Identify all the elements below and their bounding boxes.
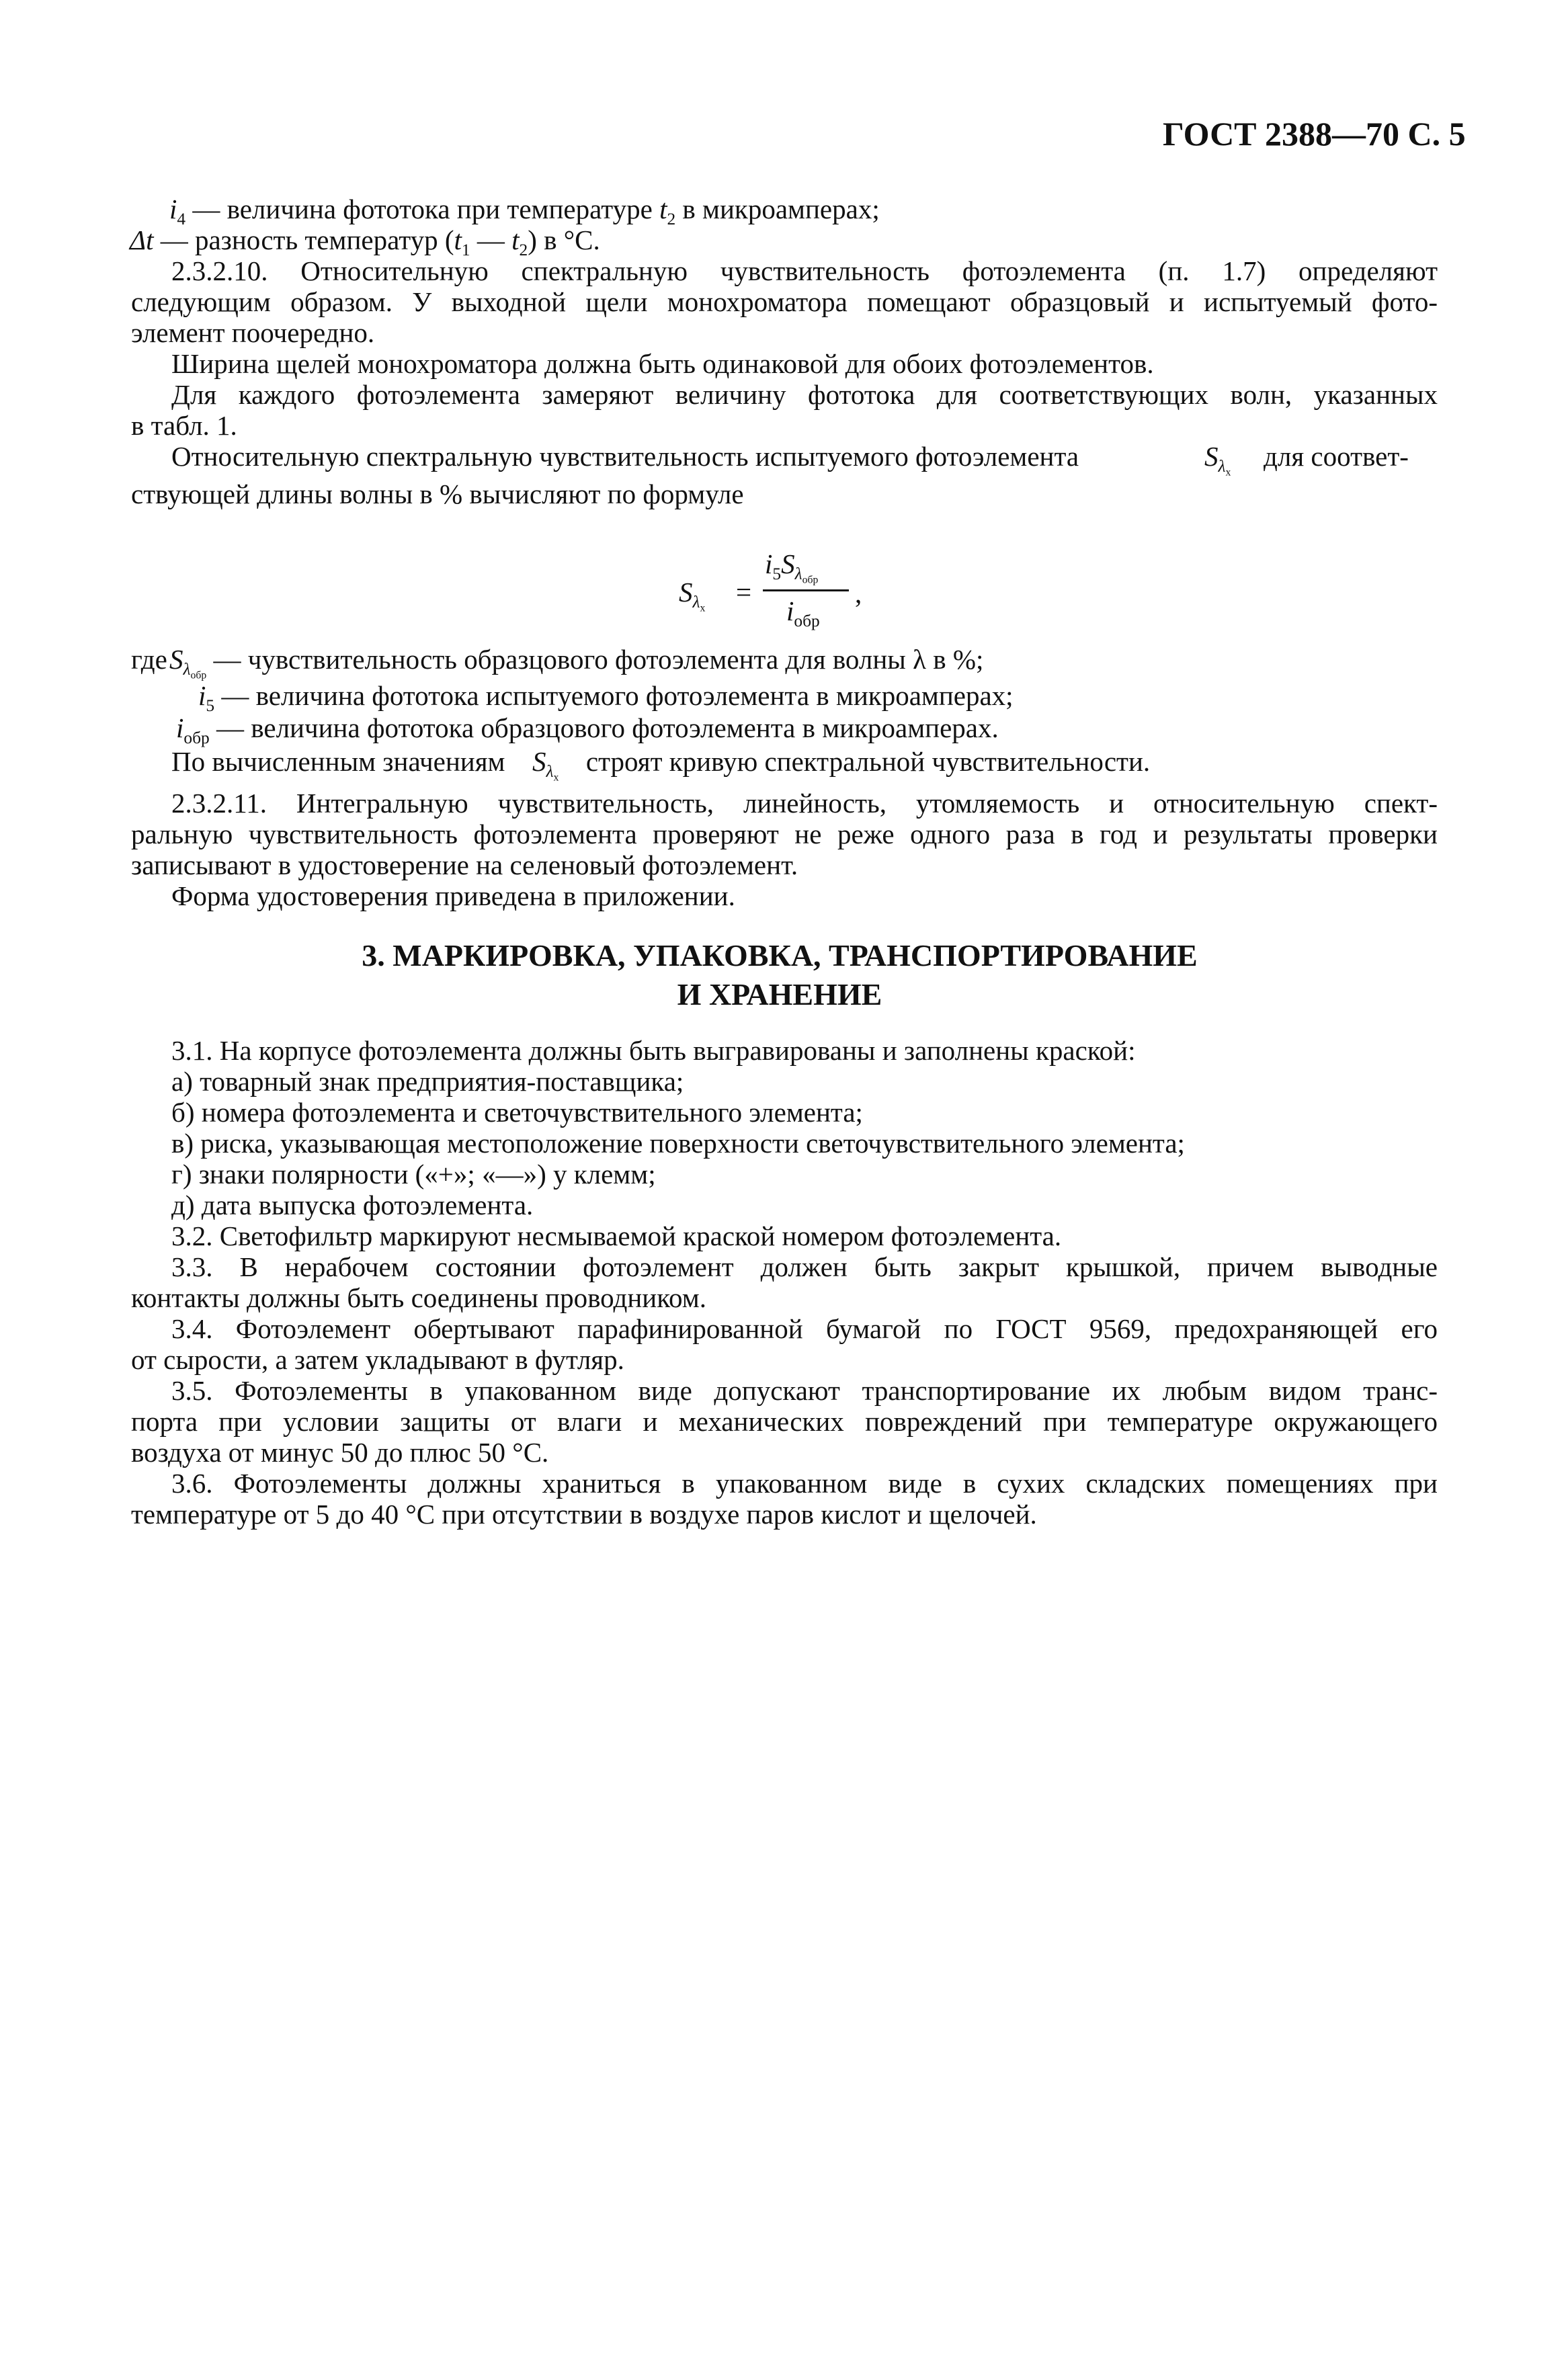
paragraph-3-6: 3.6. Фотоэлементы должны храниться в упакованном виде в сухих складских помещениях при температуре от 5 до 40 °C при отсутствии в воздухе паров кислот и щелочей. xyxy=(131,1468,1438,1530)
paragraph-width: Ширина щелей монохроматора должна быть одинаковой для обоих фотоэлементов. xyxy=(171,348,1154,379)
paragraph-rel-line2: ствующей длины волны в % вычисляют по формуле xyxy=(131,479,744,509)
formula-sensitivity xyxy=(679,548,894,642)
section-3-title-line1: 3. МАРКИРОВКА, УПАКОВКА, ТРАНСПОРТИРОВАНИЕ xyxy=(362,938,1198,972)
paragraph-form: Форма удостоверения приведена в приложении. xyxy=(171,880,735,911)
formula-fraction-bar xyxy=(763,589,849,591)
inline-symbol-s-lambda-x: $S_{\lambda_x}$ xyxy=(1204,441,1231,479)
definition-delta-t: Δt — разность температур ($t_1$ — $t_2$) в °C. xyxy=(130,224,600,259)
paragraph-3-4: 3.4. Фотоэлемент обертывают парафинированной бумагой по ГОСТ 9569, предохраняющей его от сырости, а затем укладывают в футляр. xyxy=(131,1313,1438,1375)
list-item: в) риска, указывающая местоположение поверхности светочувствительного элемента; xyxy=(171,1128,1185,1159)
paragraph-3-5: 3.5. Фотоэлементы в упакованном виде допускают транспортирование их любым видом транс- порта при условии защиты от влаги и механических повреждений при температуре окружающего воздуха от минус 50 до плюс 50 °C. xyxy=(131,1375,1438,1468)
page-header: ГОСТ 2388—70 С. 5 xyxy=(1163,115,1466,153)
paragraph-3-1: 3.1. На корпусе фотоэлемента должны быть выгравированы и заполнены краской: xyxy=(171,1035,1136,1066)
list-item: б) номера фотоэлемента и светочувствительного элемента; xyxy=(171,1097,863,1128)
formula-equals: = xyxy=(736,577,752,608)
list-item: д) дата выпуска фотоэлемента. xyxy=(171,1190,534,1220)
formula-comma: , xyxy=(855,578,862,609)
definition-s-lambda-obr: $S_{\lambda_{обр}}$ — чувствительность образцового фотоэлемента для волны λ в %; xyxy=(169,644,984,681)
paragraph-rel-line1a: Относительную спектральную чувствительность испытуемого фотоэлемента xyxy=(171,441,1079,472)
formula-denominator: $i_{обр}$ xyxy=(786,595,820,630)
paragraph-rel-line1b: для соответ- xyxy=(1264,441,1409,472)
paragraph-2-3-2-11: 2.3.2.11. Интегральную чувствительность, линейность, утомляемость и относительную спект- ральную чувствительность фотоэлемента проверяют не реже одного раза в год и результаты проверки записывают в удостоверение на селеновый фотоэлемент. xyxy=(131,788,1438,880)
list-item: г) знаки полярности («+»; «—») у клемм; xyxy=(171,1159,656,1190)
paragraph-build-curve: По вычисленным значениям $S_{\lambda_x}$ строят кривую спектральной чувствительности. xyxy=(171,746,1151,784)
formula-lhs: $S_{\lambda_x}$ xyxy=(679,577,706,614)
paragraph-2-3-2-10: 2.3.2.10. Относительную спектральную чувствительность фотоэлемента (п. 1.7) определяют следующим образом. У выходной щели монохроматора помещают образцовый и испытуемый фото- элемент поочередно. xyxy=(131,255,1438,348)
definition-i5: $i_5$ — величина фототока испытуемого фотоэлемента в микроамперах; xyxy=(198,680,1014,715)
definition-i4: $i_4$ — величина фототока при температуре $t_2$ в микроамперах; xyxy=(169,194,880,229)
paragraph-3-2: 3.2. Светофильтр маркируют несмываемой краской номером фотоэлемента. xyxy=(171,1220,1062,1251)
paragraph-3-3: 3.3. В нерабочем состоянии фотоэлемент должен быть закрыт крышкой, причем выводные контакты должны быть соединены проводником. xyxy=(131,1251,1438,1313)
list-item: а) товарный знак предприятия-поставщика; xyxy=(171,1066,684,1097)
definition-where: где xyxy=(131,644,167,675)
formula-numerator: $i_5S_{\lambda_{обр}}$ xyxy=(765,548,819,586)
paragraph-each: Для каждого фотоэлемента замеряют величину фототока для соответствующих волн, указанных в табл. 1. xyxy=(131,379,1438,441)
section-3-title-line2: И ХРАНЕНИЕ xyxy=(677,977,882,1011)
definition-i-obr: $i_{обр}$ — величина фототока образцового фотоэлемента в микроамперах. xyxy=(176,712,999,747)
